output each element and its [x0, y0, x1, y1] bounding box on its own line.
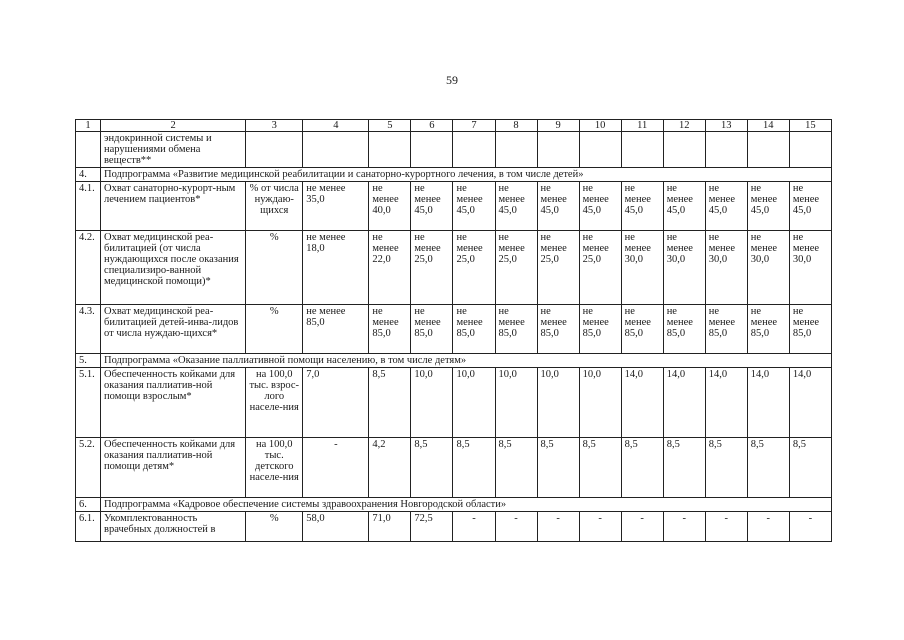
row-number — [76, 132, 101, 168]
indicator-name: Обеспеченность койками для оказания паллиатив-ной помощи взрослым* — [101, 368, 246, 438]
value-cell: 71,0 — [369, 512, 411, 542]
value-cell: не менее 35,0 — [303, 182, 369, 231]
value-cell: 58,0 — [303, 512, 369, 542]
section-row — [76, 168, 832, 182]
column-header: 7 — [453, 120, 495, 132]
value-cell — [705, 132, 747, 168]
column-header-row — [76, 120, 832, 132]
value-cell: не менее 85,0 — [621, 305, 663, 354]
value-cell: не менее 30,0 — [663, 231, 705, 305]
value-cell: не менее 45,0 — [495, 182, 537, 231]
section-number: 5. — [76, 354, 101, 368]
row-number: 5.2. — [76, 438, 101, 498]
indicator-name: Обеспеченность койками для оказания паллиатив-ной помощи детям* — [101, 438, 246, 498]
value-cell: 10,0 — [411, 368, 453, 438]
value-cell: 8,5 — [369, 368, 411, 438]
value-cell: не менее 85,0 — [411, 305, 453, 354]
column-header: 6 — [411, 120, 453, 132]
table-row — [76, 305, 832, 354]
row-number: 4.3. — [76, 305, 101, 354]
value-cell: не менее 45,0 — [747, 182, 789, 231]
column-header: 13 — [705, 120, 747, 132]
value-cell: 8,5 — [411, 438, 453, 498]
indicator-name: эндокринной системы и нарушениями обмена веществ** — [101, 132, 246, 168]
row-number: 4.1. — [76, 182, 101, 231]
value-cell: 14,0 — [663, 368, 705, 438]
row-number: 4.2. — [76, 231, 101, 305]
value-cell — [495, 132, 537, 168]
indicators-table — [75, 119, 832, 542]
value-cell: 8,5 — [453, 438, 495, 498]
table-row — [76, 132, 832, 168]
value-cell: 14,0 — [705, 368, 747, 438]
value-cell: не менее 45,0 — [579, 182, 621, 231]
value-cell: 14,0 — [621, 368, 663, 438]
column-header: 9 — [537, 120, 579, 132]
value-cell: не менее 22,0 — [369, 231, 411, 305]
value-cell: не менее 85,0 — [495, 305, 537, 354]
table-row — [76, 368, 832, 438]
value-cell: не менее 85,0 — [663, 305, 705, 354]
value-cell: не менее 45,0 — [453, 182, 495, 231]
table-row — [76, 231, 832, 305]
value-cell — [789, 132, 831, 168]
value-cell: - — [495, 512, 537, 542]
row-number: 6.1. — [76, 512, 101, 542]
value-cell: - — [621, 512, 663, 542]
value-cell: не менее 85,0 — [705, 305, 747, 354]
value-cell: 8,5 — [663, 438, 705, 498]
indicator-name: Охват медицинской реа-билитацией (от числа нуждающихся после оказания специализиро-ванной медицинской помощи)* — [101, 231, 246, 305]
unit-cell: на 100,0 тыс. детского населе-ния — [246, 438, 303, 498]
value-cell: не менее 45,0 — [663, 182, 705, 231]
section-row — [76, 354, 832, 368]
section-number: 6. — [76, 498, 101, 512]
unit-cell: % — [246, 512, 303, 542]
table-row — [76, 182, 832, 231]
section-title: Подпрограмма «Оказание паллиативной помощи населению, в том числе детям» — [101, 354, 832, 368]
value-cell — [663, 132, 705, 168]
value-cell: 8,5 — [495, 438, 537, 498]
indicator-name: Охват санаторно-курорт-ным лечением пациентов* — [101, 182, 246, 231]
value-cell: - — [747, 512, 789, 542]
value-cell: 8,5 — [621, 438, 663, 498]
value-cell: не менее 30,0 — [705, 231, 747, 305]
value-cell: - — [579, 512, 621, 542]
section-title: Подпрограмма «Кадровое обеспечение системы здравоохранения Новгородской области» — [101, 498, 832, 512]
indicator-name: Охват медицинской реа-билитацией детей-инва-лидов от числа нуждаю-щихся* — [101, 305, 246, 354]
value-cell: 14,0 — [789, 368, 831, 438]
value-cell: не менее 45,0 — [411, 182, 453, 231]
column-header: 11 — [621, 120, 663, 132]
value-cell: не менее 45,0 — [621, 182, 663, 231]
value-cell: 10,0 — [495, 368, 537, 438]
value-cell: - — [453, 512, 495, 542]
column-header: 5 — [369, 120, 411, 132]
unit-cell: на 100,0 тыс. взрос-лого населе-ния — [246, 368, 303, 438]
value-cell — [369, 132, 411, 168]
section-row — [76, 498, 832, 512]
value-cell: не менее 85,0 — [579, 305, 621, 354]
unit-cell: % — [246, 231, 303, 305]
value-cell: 8,5 — [747, 438, 789, 498]
value-cell: не менее 30,0 — [621, 231, 663, 305]
value-cell: не менее 85,0 — [303, 305, 369, 354]
table-row — [76, 438, 832, 498]
value-cell: не менее 25,0 — [495, 231, 537, 305]
value-cell: 8,5 — [537, 438, 579, 498]
value-cell: 72,5 — [411, 512, 453, 542]
column-header: 4 — [303, 120, 369, 132]
value-cell: не менее 85,0 — [789, 305, 831, 354]
value-cell: 8,5 — [705, 438, 747, 498]
column-header: 2 — [101, 120, 246, 132]
value-cell: не менее 25,0 — [579, 231, 621, 305]
value-cell — [303, 132, 369, 168]
value-cell: 10,0 — [579, 368, 621, 438]
value-cell: не менее 85,0 — [537, 305, 579, 354]
value-cell — [579, 132, 621, 168]
table-body — [76, 120, 832, 542]
value-cell: - — [663, 512, 705, 542]
value-cell: 10,0 — [537, 368, 579, 438]
column-header: 3 — [246, 120, 303, 132]
value-cell: - — [789, 512, 831, 542]
column-header: 1 — [76, 120, 101, 132]
value-cell — [537, 132, 579, 168]
value-cell: 8,5 — [789, 438, 831, 498]
column-header: 15 — [789, 120, 831, 132]
value-cell: не менее 30,0 — [747, 231, 789, 305]
value-cell: 7,0 — [303, 368, 369, 438]
section-number: 4. — [76, 168, 101, 182]
row-number: 5.1. — [76, 368, 101, 438]
value-cell: 10,0 — [453, 368, 495, 438]
value-cell: не менее 25,0 — [453, 231, 495, 305]
value-cell: не менее 25,0 — [411, 231, 453, 305]
value-cell: - — [303, 438, 369, 498]
value-cell: не менее 45,0 — [705, 182, 747, 231]
value-cell — [453, 132, 495, 168]
value-cell: не менее 85,0 — [369, 305, 411, 354]
value-cell: не менее 85,0 — [747, 305, 789, 354]
unit-cell: % от числа нуждаю-щихся — [246, 182, 303, 231]
value-cell — [411, 132, 453, 168]
value-cell: не менее 30,0 — [789, 231, 831, 305]
value-cell: - — [705, 512, 747, 542]
column-header: 10 — [579, 120, 621, 132]
section-title: Подпрограмма «Развитие медицинской реабилитации и санаторно-курортного лечения, в том числе детей» — [101, 168, 832, 182]
value-cell: не менее 40,0 — [369, 182, 411, 231]
value-cell: 14,0 — [747, 368, 789, 438]
value-cell: не менее 85,0 — [453, 305, 495, 354]
value-cell — [621, 132, 663, 168]
indicator-name: Укомплектованность врачебных должностей в — [101, 512, 246, 542]
value-cell: не менее 18,0 — [303, 231, 369, 305]
value-cell: не менее 45,0 — [537, 182, 579, 231]
value-cell — [747, 132, 789, 168]
page-number: 59 — [446, 73, 458, 87]
value-cell: 4,2 — [369, 438, 411, 498]
value-cell: 8,5 — [579, 438, 621, 498]
value-cell: не менее 45,0 — [789, 182, 831, 231]
column-header: 8 — [495, 120, 537, 132]
table-row — [76, 512, 832, 542]
unit-cell: % — [246, 305, 303, 354]
unit-cell — [246, 132, 303, 168]
value-cell: не менее 25,0 — [537, 231, 579, 305]
value-cell: - — [537, 512, 579, 542]
column-header: 12 — [663, 120, 705, 132]
column-header: 14 — [747, 120, 789, 132]
